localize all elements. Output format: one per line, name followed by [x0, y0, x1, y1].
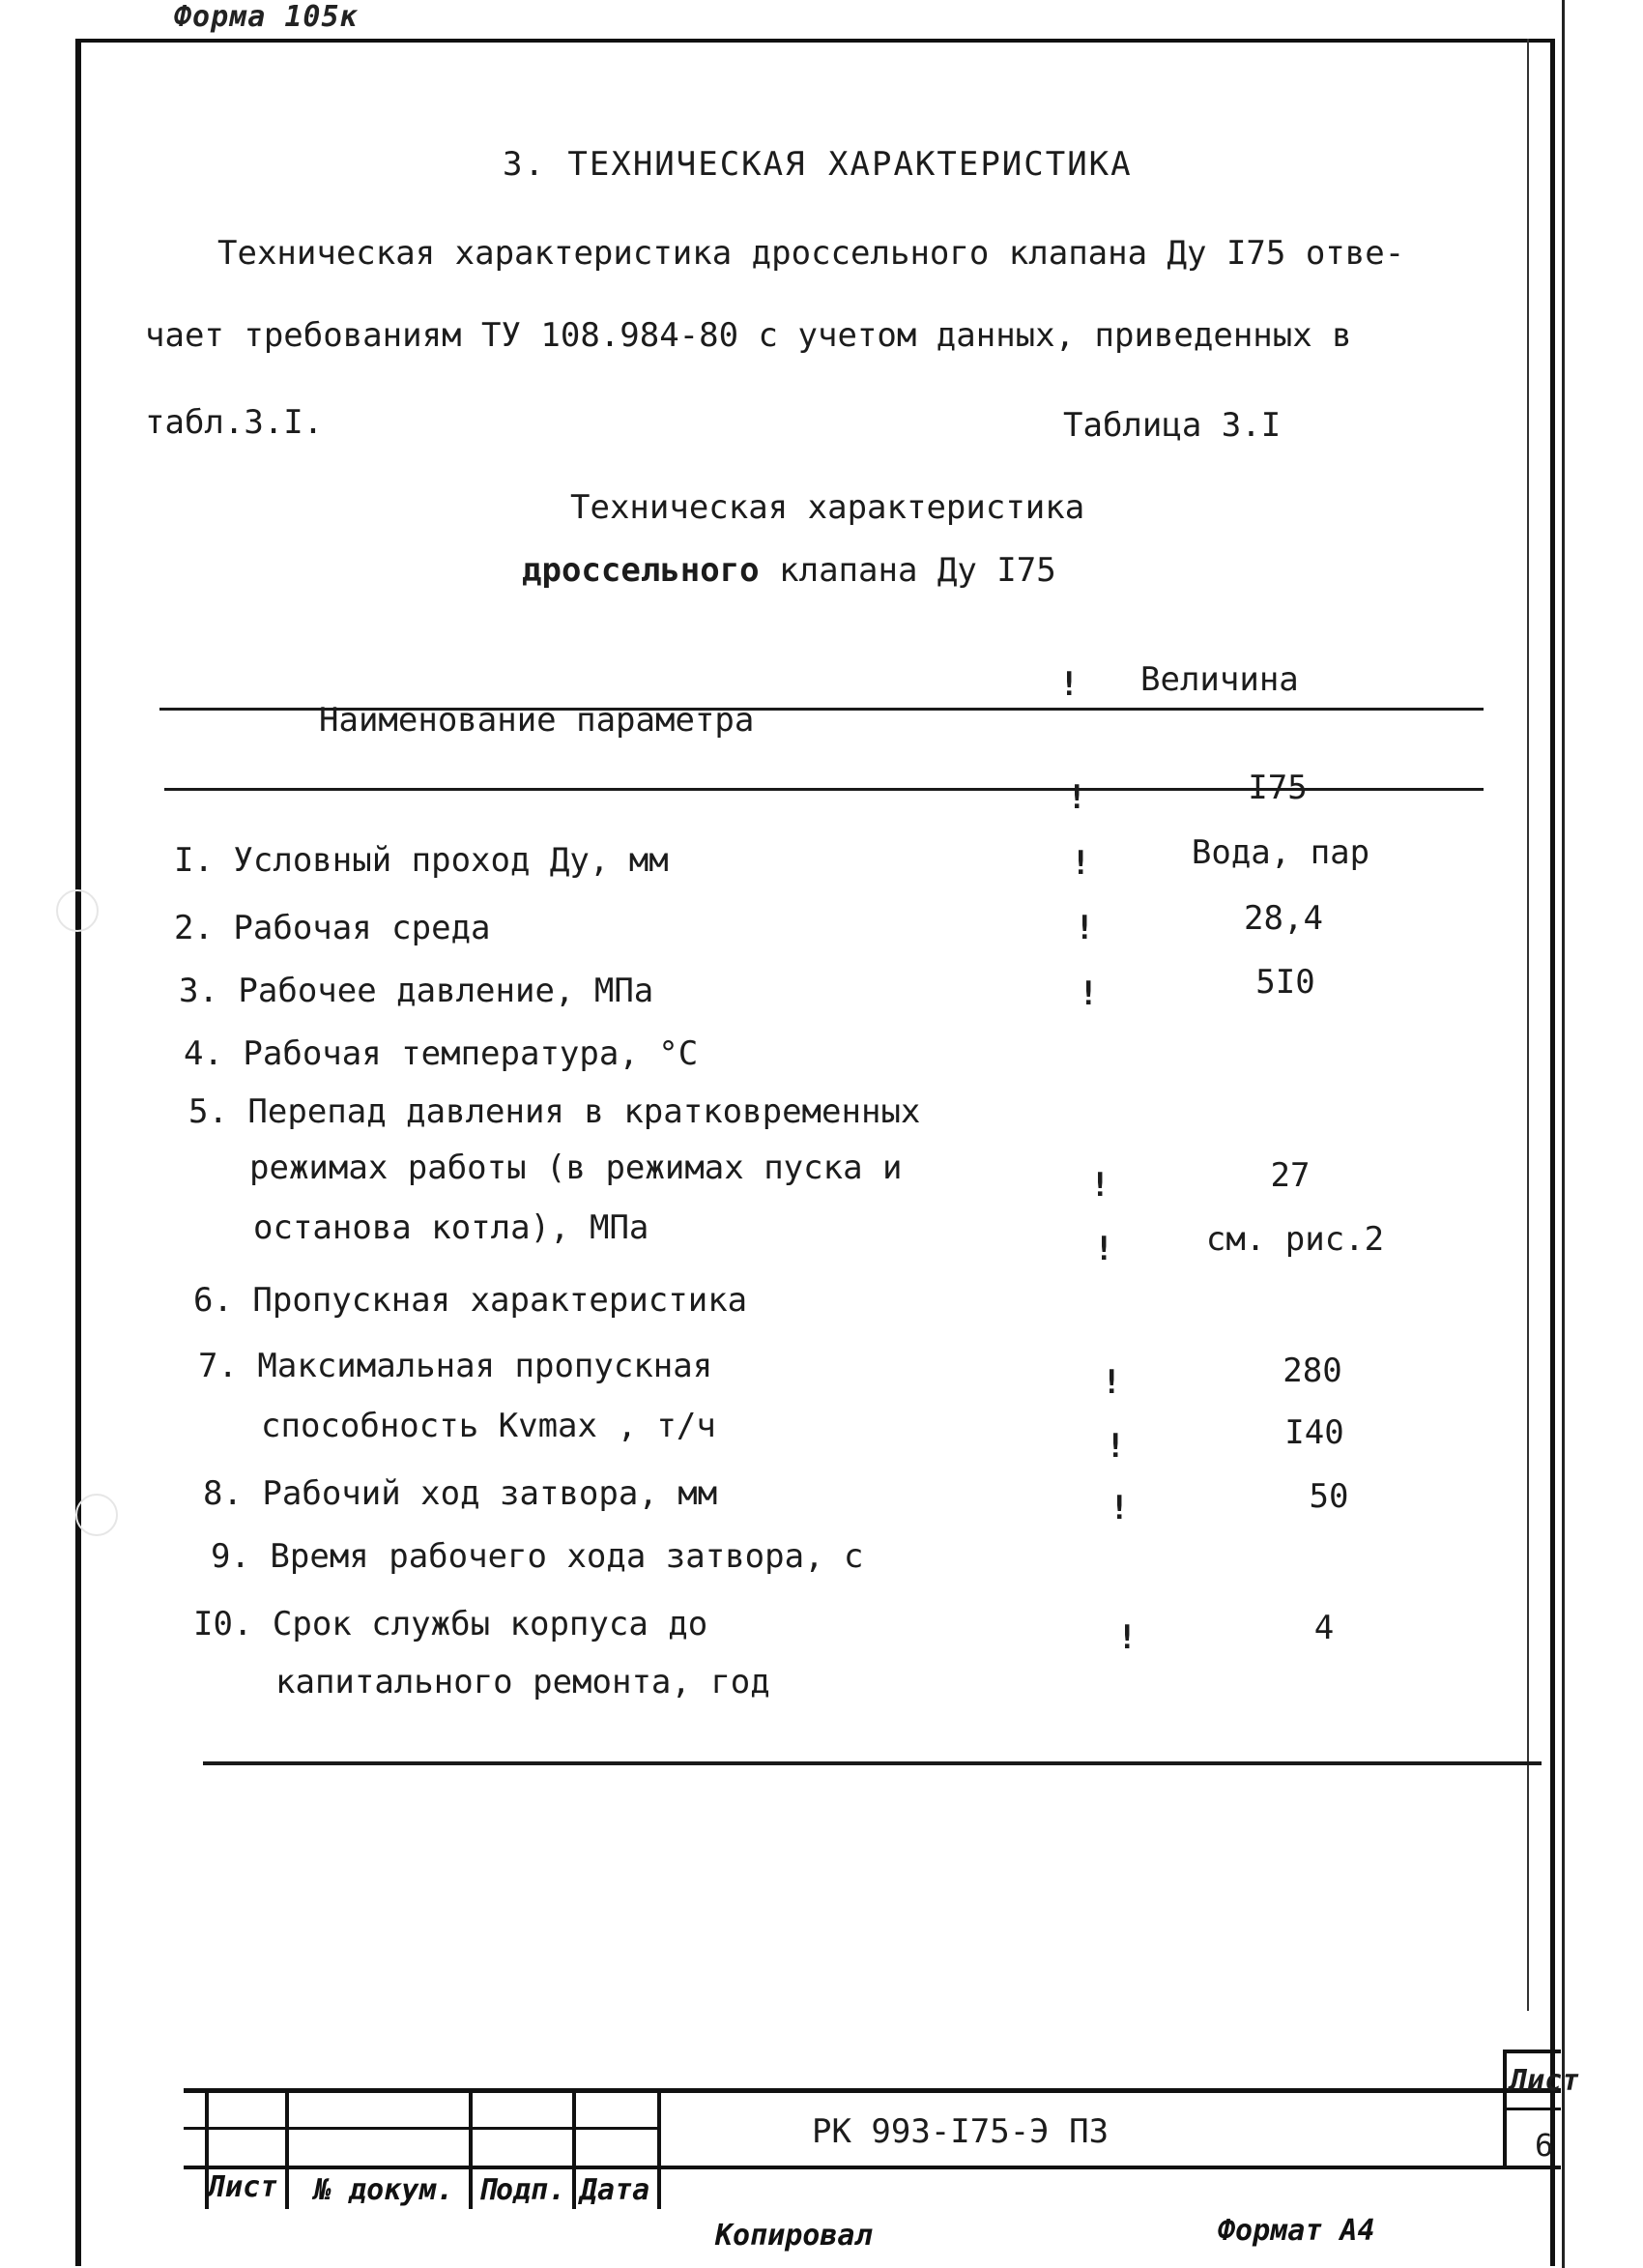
row-label: 8. Рабочий ход затвора, мм [203, 1474, 718, 1513]
titleblock-row-rule [184, 2127, 657, 2130]
row-label: 3. Рабочее давление, МПа [179, 972, 654, 1010]
column-separator: ! [1079, 974, 1099, 1013]
titleblock-col-rule [572, 2088, 576, 2209]
table-title-line-2 [522, 551, 1056, 590]
intro-line-1: Техническая характеристика дроссельного клапана Ду I75 отве- [217, 234, 1405, 273]
row-label: способность Kvmax , т/ч [261, 1407, 716, 1445]
table-title-bold: дроссельного [522, 551, 760, 590]
punch-hole [56, 889, 99, 932]
titleblock-col-rule [469, 2088, 473, 2209]
column-separator: ! [1067, 778, 1087, 817]
row-label: режимах работы (в режимах пуска и [249, 1149, 903, 1187]
row-value: 5I0 [1255, 963, 1315, 1002]
row-label: останова котла), МПа [253, 1208, 649, 1247]
titleblock-col-sign: Подп. [478, 2173, 566, 2207]
row-value: см. рис.2 [1205, 1220, 1385, 1259]
column-separator: ! [1094, 1230, 1114, 1268]
row-label: 5. Перепад давления в кратковременных [188, 1092, 921, 1131]
titleblock-mid-rule [184, 2166, 1561, 2169]
titleblock-col-doc: № докум. [314, 2173, 454, 2207]
titleblock-col-list: Лист [208, 2170, 278, 2204]
intro-line-2: чает требованиям ТУ 108.984-80 с учетом данных, приведенных в [145, 316, 1352, 355]
row-value: I75 [1248, 769, 1308, 807]
sheet-label: Лист [1510, 2064, 1580, 2098]
row-label: I. Условный проход Ду, мм [174, 841, 669, 880]
frame-inner-right-line [1527, 39, 1529, 2011]
punch-hole [75, 1494, 118, 1536]
format-label: Формат А4 [1218, 2214, 1375, 2248]
table-bottom-rule [203, 1761, 1542, 1765]
column-separator: ! [1117, 1618, 1138, 1657]
intro-line-3: табл.3.I. [145, 403, 324, 442]
column-separator: ! [1106, 1427, 1126, 1466]
row-label: 7. Максимальная пропускная [198, 1347, 713, 1385]
column-separator: ! [1110, 1489, 1130, 1527]
titleblock-sheet-rule [1503, 2108, 1561, 2110]
copied-by: Копировал [715, 2219, 873, 2253]
titleblock-sheet-rule [1503, 2050, 1561, 2053]
titleblock-col-rule [285, 2088, 289, 2209]
row-label: I0. Срок службы корпуса до [193, 1605, 708, 1643]
row-value: 4 [1313, 1609, 1335, 1647]
form-stamp: Формa 105к [174, 0, 359, 34]
table-caption: Таблица 3.I [1063, 406, 1282, 445]
sheet-number: 6 [1535, 2127, 1554, 2164]
row-value: 50 [1309, 1477, 1349, 1516]
row-value: 27 [1270, 1156, 1311, 1195]
row-label: 9. Время рабочего хода затвора, с [211, 1537, 864, 1576]
row-label: 2. Рабочая среда [174, 909, 491, 947]
section-heading: 3. ТЕХНИЧЕСКАЯ ХАРАКТЕРИСТИКА [503, 145, 1133, 184]
column-separator: ! [1102, 1363, 1122, 1402]
row-value: 28,4 [1244, 899, 1323, 938]
frame-outer-right-line [1562, 0, 1565, 2268]
titleblock-top-rule [184, 2088, 1561, 2093]
column-header-value: Величина [1140, 660, 1299, 699]
table-title-line-1: Техническая характеристика [570, 488, 1085, 527]
column-separator: ! [1075, 909, 1095, 947]
titleblock-col-rule [657, 2088, 661, 2209]
column-separator: ! [1071, 844, 1091, 883]
column-separator: ! [1090, 1166, 1110, 1205]
row-value: 280 [1283, 1352, 1342, 1390]
row-label: капитального ремонта, год [275, 1663, 770, 1701]
document-number: РК 993-I75-Э ПЗ [812, 2112, 1110, 2151]
row-label: 4. Рабочая температура, °С [184, 1034, 699, 1073]
column-separator: ! [1059, 665, 1080, 704]
row-value: Вода, пар [1191, 833, 1370, 872]
row-value: I40 [1284, 1413, 1344, 1452]
row-label: 6. Пропускная характеристика [193, 1281, 748, 1320]
titleblock-col-date: Дата [580, 2173, 650, 2207]
column-header-name: Наименование параметра [319, 701, 755, 740]
table-title-rest: клапана Ду I75 [779, 551, 1056, 590]
